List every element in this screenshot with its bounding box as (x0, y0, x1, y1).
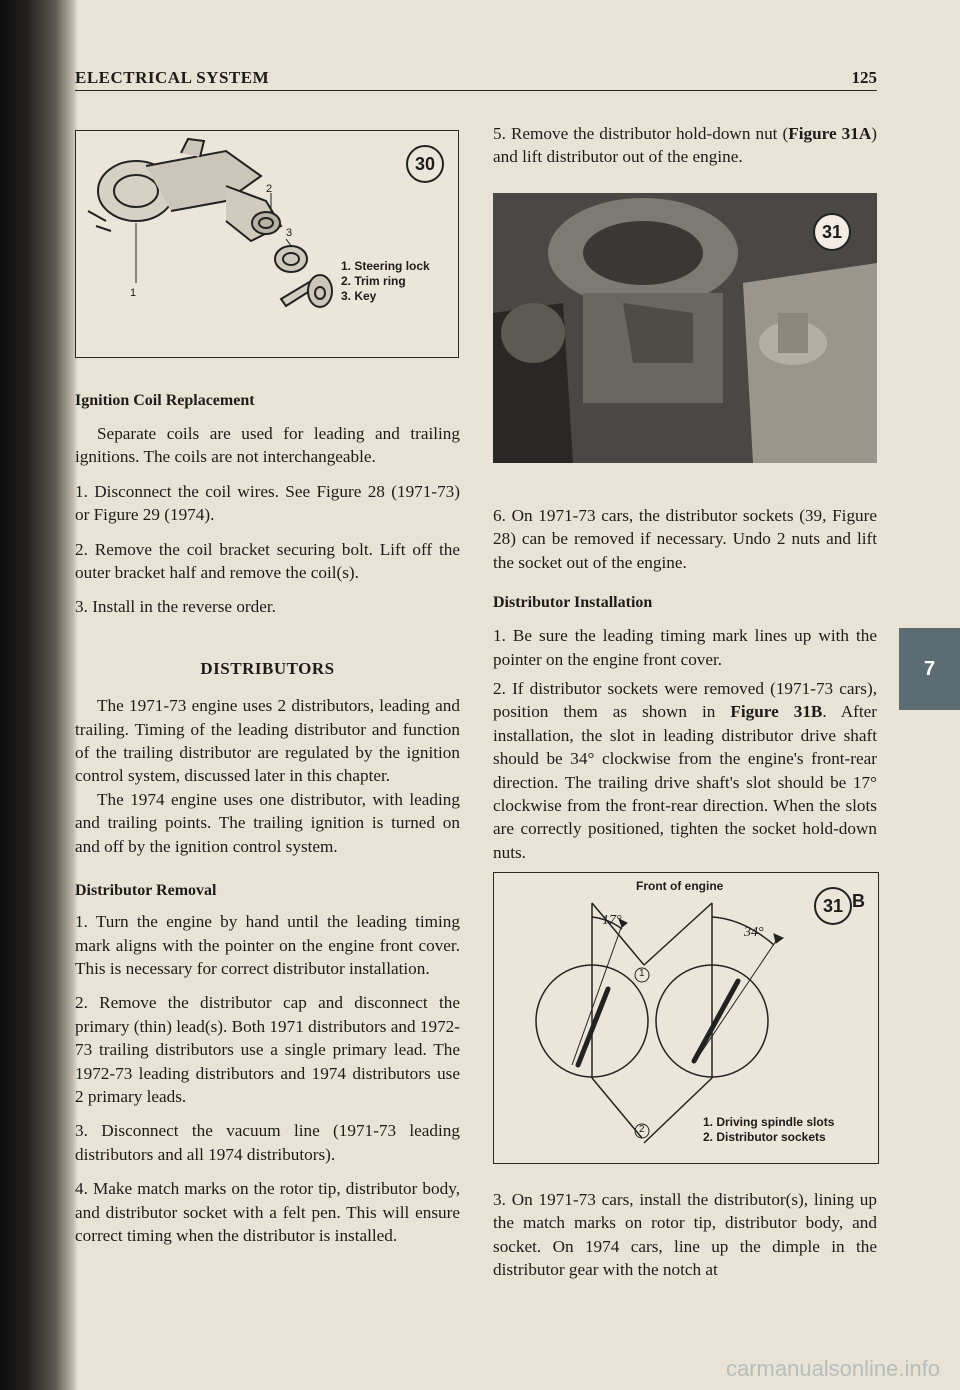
legend-item: 1. Steering lock (341, 259, 430, 273)
site-watermark: carmanualsonline.info (725, 1356, 940, 1381)
callout-1: 1 (130, 287, 137, 299)
figure-number-badge: 31 (814, 887, 852, 925)
distributors-para-2: The 1974 engine uses one distributor, with leading and trailing points. The trailing ignition is turned on and off by the ignition control system. (75, 789, 460, 856)
installation-step-1: 1. Be sure the leading timing mark lines up with the pointer on the engine front cover. (493, 626, 877, 669)
front-of-engine-label: Front of engine (636, 879, 724, 893)
section-title: ELECTRICAL SYSTEM (75, 68, 270, 87)
legend-item: 3. Key (341, 289, 377, 303)
installation-heading: Distributor Installation (493, 594, 653, 612)
removal-step-3: 3. Disconnect the vacuum line (1971-73 leading distributors and all 1974 distributors). (75, 1121, 460, 1164)
figure-letter-suffix: B (852, 891, 865, 911)
running-head (75, 68, 877, 91)
right-column-bottom (493, 1188, 877, 1282)
figure-legend (703, 1115, 834, 1145)
removal-step-4: 4. Make match marks on the rotor tip, distributor body, and distributor socket with a felt pen. This will ensure correct timing when the distributor is installed. (75, 1179, 460, 1245)
callout-1: 1 (639, 968, 645, 979)
left-column (75, 390, 460, 1247)
figure-legend (341, 259, 430, 304)
figure-31a-photo (493, 193, 877, 463)
distributors-para-1: The 1971-73 engine uses 2 distributors, leading and trailing. Timing of the leading distributor and function of the trailing distributor are regulated by the ignition control system, discussed later in this chapter. (75, 696, 460, 786)
removal-step-2: 2. Remove the distributor cap and disconnect the primary (thin) lead(s). Both 1971 distributors and 1972-73 trailing distributors use a single primary lead. The 1972-73 leading distributors and 1974 distributors use 2 primary leads. (75, 993, 460, 1106)
removal-step-5 (493, 122, 877, 169)
removal-step-1: 1. Turn the engine by hand until the leading timing mark aligns with the pointer on the engine front cover. This is necessary for correct distributor installation. (75, 912, 460, 978)
figure-31a-reference: Figure 31A (788, 124, 872, 143)
callout-3: 3 (286, 227, 293, 239)
step2-text-b: . After installation, the slot in leading distributor drive shaft should be 34° clockwise from the engine's front-rear direction. The trailing drive shaft's slot should be 17° clockwise from the front-rear direction. When the slots are correctly positioned, tighten the socket hold-down nuts. (493, 702, 877, 862)
ignition-step-3: 3. Install in the reverse order. (75, 597, 276, 617)
figure-30 (75, 130, 459, 358)
distributors-heading: DISTRIBUTORS (200, 658, 335, 678)
angle-label-34: 34° (744, 925, 764, 940)
figure-number-badge: 30 (406, 145, 444, 183)
steering-lock-illustration (76, 131, 458, 357)
page-number: 125 (851, 68, 877, 87)
right-column-top (493, 122, 877, 169)
ignition-coil-heading: Ignition Coil Replacement (75, 392, 255, 409)
figure-31b (493, 872, 879, 1164)
callout-2: 2 (639, 1124, 645, 1135)
removal-heading: Distributor Removal (75, 882, 217, 900)
chapter-tab: 7 (899, 628, 960, 710)
installation-step-2 (493, 677, 877, 864)
legend-item: 2. Distributor sockets (703, 1130, 826, 1144)
right-column (493, 504, 877, 864)
callout-2: 2 (266, 183, 273, 195)
step2-text-a: 2. If distributor sockets were removed (1971-73 cars), position them as shown in (493, 679, 877, 722)
ignition-intro: Separate coils are used for leading and trailing ignitions. The coils are not interchangeable. (75, 424, 460, 467)
legend-item: 2. Trim ring (341, 274, 406, 288)
installation-step-3: 3. On 1971-73 cars, install the distributor(s), lining up the match marks on rotor tip, distributor body, and socket. On 1974 cars, line up the dimple in the distributor gear with the notch at (493, 1190, 877, 1280)
figure-31b-reference: Figure 31B (730, 702, 823, 722)
step5-text-b: ) and lift distributor out of the engine. (493, 124, 877, 167)
figure-number-badge: 31 (813, 213, 851, 251)
angle-label-17: 17° (602, 913, 622, 928)
ignition-step-1: 1. Disconnect the coil wires. See Figure 28 (1971-73) or Figure 29 (1974). (75, 481, 460, 525)
step5-text-a: 5. Remove the distributor hold-down nut ( (493, 124, 789, 143)
removal-step-6: 6. On 1971-73 cars, the distributor sockets (39, Figure 28) can be removed if necessary. Undo 2 nuts and lift the socket out of the engine. (493, 506, 877, 572)
ignition-step-2: 2. Remove the coil bracket securing bolt. Lift off the outer bracket half and remove the coil(s). (75, 539, 460, 583)
legend-item: 1. Driving spindle slots (703, 1115, 835, 1129)
